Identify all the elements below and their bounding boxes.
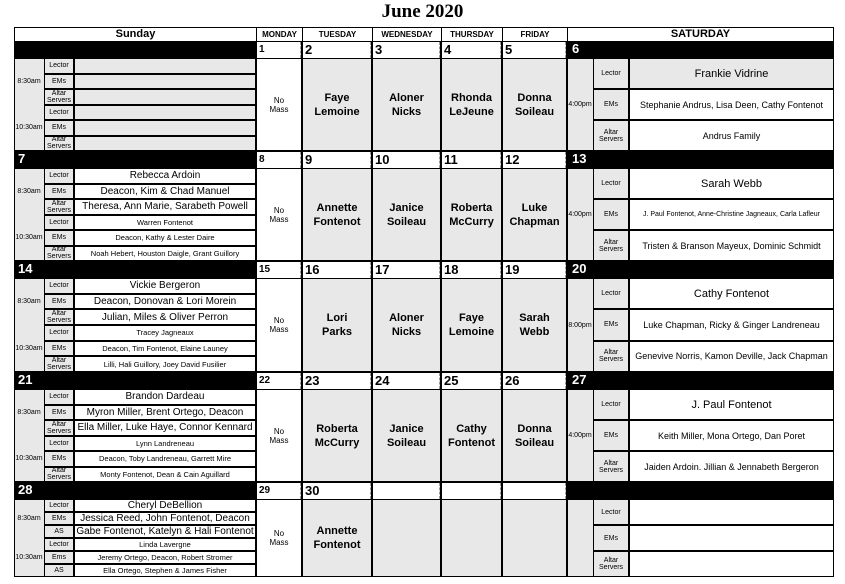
sunday-date: 21 bbox=[16, 372, 56, 389]
weekday-mass: Janice Soileau bbox=[372, 168, 441, 261]
sunday-assignment: Ella Miller, Luke Haye, Connor Kennard bbox=[74, 420, 256, 436]
day-header-5: FRIDAY bbox=[502, 27, 567, 41]
role-label: EMs bbox=[44, 512, 74, 525]
weekday-date: 15 bbox=[257, 262, 301, 278]
saturday-time: 4:00pm bbox=[568, 211, 592, 218]
day-header-1: MONDAY bbox=[256, 27, 302, 41]
saturday-role: Lector bbox=[593, 389, 629, 420]
saturday-assignment bbox=[629, 551, 834, 577]
sunday-assignment: Monty Fontenot, Dean & Cain Aguillard bbox=[74, 467, 256, 483]
saturday-assignment: Genevive Norris, Kamon Deville, Jack Chapman bbox=[629, 341, 834, 372]
saturday-role: EMs bbox=[593, 420, 629, 451]
weekday-date: 22 bbox=[257, 373, 301, 389]
role-label: Altar Servers bbox=[44, 467, 74, 483]
day-header-6: SATURDAY bbox=[567, 27, 834, 41]
sunday-assignment: Cheryl DeBellion bbox=[74, 499, 256, 512]
role-label: Altar Servers bbox=[44, 356, 74, 372]
role-label: Altar Servers bbox=[44, 199, 74, 215]
weekday-date: 11 bbox=[442, 152, 501, 168]
sunday-assignment: Myron Miller, Brent Ortego, Deacon bbox=[74, 405, 256, 421]
sunday-assignment: Noah Hebert, Houston Daigle, Grant Guillory bbox=[74, 246, 256, 262]
saturday-role: Altar Servers bbox=[593, 451, 629, 482]
sunday-date: 28 bbox=[16, 482, 56, 499]
saturday-role: Lector bbox=[593, 168, 629, 199]
weekday-mass: No Mass bbox=[256, 389, 302, 482]
role-label: Lector bbox=[44, 436, 74, 452]
saturday-date bbox=[570, 482, 610, 499]
time-1030: 10:30am bbox=[15, 124, 43, 132]
sunday-assignment: Deacon, Donovan & Lori Morein bbox=[74, 294, 256, 310]
saturday-time: 8:00pm bbox=[568, 321, 592, 329]
weekday-mass: Donna Soileau bbox=[502, 58, 567, 151]
page-title: June 2020 bbox=[381, 1, 464, 22]
role-label: AS bbox=[44, 564, 74, 577]
sunday-assignment bbox=[74, 105, 256, 121]
saturday-role: Altar Servers bbox=[593, 230, 629, 261]
weekday-mass bbox=[372, 499, 441, 577]
saturday-assignment: Stephanie Andrus, Lisa Deen, Cathy Fontenot bbox=[629, 89, 834, 120]
weekday-date: 9 bbox=[303, 152, 371, 168]
weekday-mass: Aloner Nicks bbox=[372, 58, 441, 151]
weekday-date: 16 bbox=[303, 262, 371, 278]
weekday-date: 17 bbox=[373, 262, 440, 278]
weekday-date: 23 bbox=[303, 373, 371, 389]
saturday-assignment: Tristen & Branson Mayeux, Dominic Schmidt bbox=[629, 230, 834, 261]
role-label: Lector bbox=[44, 499, 74, 512]
saturday-assignment: Frankie Vidrine bbox=[629, 58, 834, 89]
role-label: Lector bbox=[44, 58, 74, 74]
weekday-date: 26 bbox=[503, 373, 566, 389]
sunday-assignment: Deacon, Kathy & Lester Daire bbox=[74, 230, 256, 246]
role-label: Ems bbox=[44, 551, 74, 564]
role-label: EMs bbox=[44, 341, 74, 357]
weekday-date: 29 bbox=[257, 483, 301, 499]
time-830: 8:30am bbox=[17, 77, 41, 85]
weekday-date: 25 bbox=[442, 373, 501, 389]
sunday-assignment bbox=[74, 58, 256, 74]
weekday-date: 30 bbox=[303, 483, 371, 499]
saturday-time bbox=[567, 499, 593, 577]
sunday-assignment: Deacon, Kim & Chad Manuel bbox=[74, 184, 256, 200]
role-label: Altar Servers bbox=[44, 89, 74, 105]
saturday-date: 20 bbox=[570, 261, 610, 278]
role-label: EMs bbox=[44, 184, 74, 200]
weekday-date: 24 bbox=[373, 373, 440, 389]
saturday-date: 27 bbox=[570, 372, 610, 389]
weekday-mass: Rhonda LeJeune bbox=[441, 58, 502, 151]
sunday-assignment bbox=[74, 74, 256, 90]
role-label: EMs bbox=[44, 74, 74, 90]
role-label: Lector bbox=[44, 538, 74, 551]
sunday-assignment: Rebecca Ardoin bbox=[74, 168, 256, 184]
sunday-assignment bbox=[74, 136, 256, 152]
day-header-0: Sunday bbox=[14, 27, 256, 41]
weekday-date: 8 bbox=[257, 152, 301, 168]
weekday-date: 10 bbox=[373, 152, 440, 168]
sunday-date: 7 bbox=[16, 151, 56, 168]
weekday-date: 19 bbox=[503, 262, 566, 278]
sunday-assignment: Linda Lavergne bbox=[74, 538, 256, 551]
time-1030: 10:30am bbox=[15, 455, 43, 463]
sunday-assignment: Gabe Fontenot, Katelyn & Hali Fontenot bbox=[74, 525, 256, 538]
weekday-date bbox=[503, 483, 566, 499]
sunday-assignment: Theresa, Ann Marie, Sarabeth Powell bbox=[74, 199, 256, 215]
weekday-date: 12 bbox=[503, 152, 566, 168]
weekday-mass: No Mass bbox=[256, 278, 302, 372]
saturday-assignment: J. Paul Fontenot bbox=[629, 389, 834, 420]
saturday-role: Altar Servers bbox=[593, 341, 629, 372]
time-1030: 10:30am bbox=[15, 234, 43, 242]
role-label: Lector bbox=[44, 168, 74, 184]
weekday-date bbox=[373, 483, 440, 499]
role-label: EMs bbox=[44, 451, 74, 467]
weekday-mass: Faye Lemoine bbox=[441, 278, 502, 372]
sunday-assignment: Brandon Dardeau bbox=[74, 389, 256, 405]
weekday-mass: Roberta McCurry bbox=[302, 389, 372, 482]
day-header-2: TUESDAY bbox=[302, 27, 372, 41]
sunday-assignment: Jessica Reed, John Fontenot, Deacon bbox=[74, 512, 256, 525]
role-label: EMs bbox=[44, 120, 74, 136]
time-1030: 10:30am bbox=[15, 345, 43, 352]
weekday-date: 3 bbox=[373, 42, 440, 58]
role-label: Altar Servers bbox=[44, 420, 74, 436]
day-header-3: WEDNESDAY bbox=[372, 27, 441, 41]
weekday-mass bbox=[502, 499, 567, 577]
weekday-date: 5 bbox=[503, 42, 566, 58]
sunday-assignment: Deacon, Tim Fontenot, Elaine Launey bbox=[74, 341, 256, 357]
weekday-date bbox=[442, 483, 501, 499]
sunday-assignment: Deacon, Toby Landreneau, Garrett Mire bbox=[74, 451, 256, 467]
weekday-date: 1 bbox=[257, 42, 301, 58]
saturday-role: Lector bbox=[593, 58, 629, 89]
sunday-assignment: Warren Fontenot bbox=[74, 215, 256, 231]
weekday-mass: Lori Parks bbox=[302, 278, 372, 372]
saturday-role: Lector bbox=[593, 278, 629, 309]
sunday-assignment: Lynn Landreneau bbox=[74, 436, 256, 452]
saturday-assignment: Jaiden Ardoin. Jillian & Jennabeth Bergeron bbox=[629, 451, 834, 482]
weekday-mass: Annette Fontenot bbox=[302, 168, 372, 261]
role-label: EMs bbox=[44, 230, 74, 246]
role-label: Altar Servers bbox=[44, 309, 74, 325]
sunday-assignment: Ella Ortego, Stephen & James Fisher bbox=[74, 564, 256, 577]
role-label: Lector bbox=[44, 389, 74, 405]
saturday-role: EMs bbox=[593, 89, 629, 120]
role-label: Altar Servers bbox=[44, 136, 74, 152]
sunday-assignment: Lilli, Hali Guillory, Joey David Fusilier bbox=[74, 356, 256, 372]
sunday-assignment: Tracey Jagneaux bbox=[74, 325, 256, 341]
weekday-mass: Aloner Nicks bbox=[372, 278, 441, 372]
weekday-mass: No Mass bbox=[256, 499, 302, 577]
time-830: 8:30am bbox=[17, 515, 41, 522]
weekday-mass bbox=[441, 499, 502, 577]
weekday-mass: Sarah Webb bbox=[502, 278, 567, 372]
saturday-role: Lector bbox=[593, 499, 629, 525]
saturday-time: 4:00pm bbox=[568, 101, 592, 108]
saturday-role: Altar Servers bbox=[593, 551, 629, 577]
time-830: 8:30am bbox=[17, 187, 41, 195]
sunday-assignment: Julian, Miles & Oliver Perron bbox=[74, 309, 256, 325]
role-label: EMs bbox=[44, 405, 74, 421]
saturday-assignment: Sarah Webb bbox=[629, 168, 834, 199]
role-label: Lector bbox=[44, 325, 74, 341]
sunday-assignment bbox=[74, 89, 256, 105]
weekday-mass: Luke Chapman bbox=[502, 168, 567, 261]
saturday-time: 4:00pm bbox=[568, 432, 592, 439]
saturday-assignment: J. Paul Fontenot, Anne-Christine Jagneaux, Carla Lafleur bbox=[629, 199, 834, 230]
sunday-assignment: Jeremy Ortego, Deacon, Robert Stromer bbox=[74, 551, 256, 564]
role-label: Altar Servers bbox=[44, 246, 74, 262]
saturday-assignment bbox=[629, 525, 834, 551]
weekday-mass: Faye Lemoine bbox=[302, 58, 372, 151]
weekday-mass: Donna Soileau bbox=[502, 389, 567, 482]
saturday-assignment: Keith Miller, Mona Ortego, Dan Poret bbox=[629, 420, 834, 451]
weekday-date: 2 bbox=[303, 42, 371, 58]
weekday-date: 4 bbox=[442, 42, 501, 58]
saturday-role: EMs bbox=[593, 199, 629, 230]
time-830: 8:30am bbox=[17, 408, 41, 416]
saturday-assignment: Luke Chapman, Ricky & Ginger Landreneau bbox=[629, 309, 834, 340]
saturday-assignment bbox=[629, 499, 834, 525]
saturday-assignment: Cathy Fontenot bbox=[629, 278, 834, 309]
time-830: 8:30am bbox=[17, 298, 41, 305]
day-header-4: THURSDAY bbox=[441, 27, 502, 41]
sunday-date bbox=[16, 41, 56, 58]
weekday-mass: No Mass bbox=[256, 168, 302, 261]
weekday-mass: Janice Soileau bbox=[372, 389, 441, 482]
weekday-mass: No Mass bbox=[256, 58, 302, 151]
weekday-date: 18 bbox=[442, 262, 501, 278]
saturday-role: EMs bbox=[593, 309, 629, 340]
saturday-role: Altar Servers bbox=[593, 120, 629, 151]
time-1030: 10:30am bbox=[15, 554, 43, 561]
sunday-assignment bbox=[74, 120, 256, 136]
weekday-mass: Roberta McCurry bbox=[441, 168, 502, 261]
role-label: Lector bbox=[44, 105, 74, 121]
role-label: Lector bbox=[44, 278, 74, 294]
weekday-mass: Cathy Fontenot bbox=[441, 389, 502, 482]
saturday-date: 6 bbox=[570, 41, 610, 58]
role-label: Lector bbox=[44, 215, 74, 231]
role-label: AS bbox=[44, 525, 74, 538]
role-label: EMs bbox=[44, 294, 74, 310]
saturday-role: EMs bbox=[593, 525, 629, 551]
sunday-assignment: Vickie Bergeron bbox=[74, 278, 256, 294]
sunday-date: 14 bbox=[16, 261, 56, 278]
saturday-assignment: Andrus Family bbox=[629, 120, 834, 151]
weekday-mass: Annette Fontenot bbox=[302, 499, 372, 577]
saturday-date: 13 bbox=[570, 151, 610, 168]
